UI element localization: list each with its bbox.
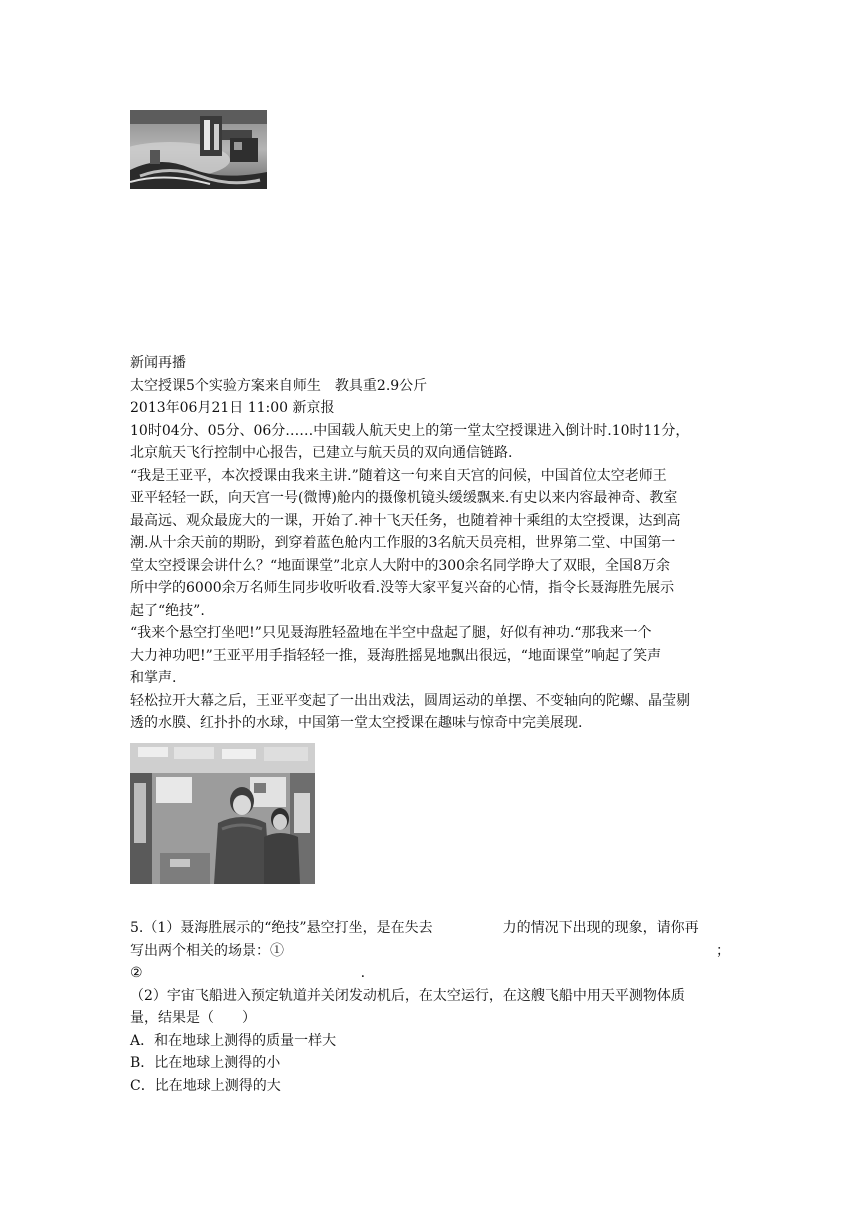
launch-photo <box>130 110 267 189</box>
question-1-text-a: 5.（1）聂海胜展示的“绝技”悬空打坐，是在失去 <box>130 920 433 936</box>
news-section-label: 新闻再播 <box>130 355 186 371</box>
paragraph-line: 轻松拉开大幕之后，王亚平变起了一出出戏法，圆周运动的单摆、不变轴向的陀螺、晶莹剔 <box>130 692 690 709</box>
paragraph-line: 最高远、观众最庞大的一课，开始了.神十飞天任务，也随着神十乘组的太空授课，达到高 <box>130 512 681 529</box>
paragraph-line: “我是王亚平，本次授课由我来主讲.”随着这一句来自天宫的问候，中国首位太空老师王 <box>130 467 667 484</box>
question-1-line-3 <box>130 962 730 985</box>
paragraph-line: 所中学的6000余万名师生同步收听收看.没等大家平复兴奋的心情，指令长聂海胜先展示 <box>130 580 675 596</box>
paragraph-line: 大力神功吧!”王亚平用手指轻轻一推，聂海胜摇晃地飘出很远，“地面课堂”响起了笑声 <box>130 647 662 664</box>
news-dateline: 2013年06月21日 11:00 新京报 <box>130 400 335 416</box>
paragraph-line: 10时04分、05分、06分……中国载人航天史上的第一堂太空授课进入倒计时.10时11分， <box>130 422 690 439</box>
paragraph-line: 透的水膜、红扑扑的水球，中国第一堂太空授课在趣味与惊奇中完美展现. <box>130 715 583 731</box>
option-b[interactable]: B．比在地球上测得的小 <box>130 1055 281 1071</box>
question-2-line-1: （2）宇宙飞船进入预定轨道并关闭发动机后，在太空运行，在这艘飞船中用天平测物体质 <box>130 987 685 1004</box>
paragraph-line: 潮.从十余天前的期盼，到穿着蓝色舱内工作服的3名航天员亮相，世界第二堂、中国第一 <box>130 535 676 551</box>
news-headline: 太空授课5个实验方案来自师生 教具重2.9公斤 <box>130 377 428 394</box>
option-c[interactable]: C．比在地球上测得的大 <box>130 1077 281 1094</box>
paragraph-line: 堂太空授课会讲什么？“地面课堂”北京人大附中的300余名同学睁大了双眼，全国8万余 <box>130 557 670 574</box>
question-1-text-b: 力的情况下出现的现象，请你再 <box>502 920 699 936</box>
cabin-photo <box>130 743 315 884</box>
question-block <box>130 917 730 1097</box>
news-paragraph-1 <box>130 420 730 465</box>
question-2-line-2: 量，结果是（ ） <box>130 1010 256 1026</box>
news-paragraph-4 <box>130 690 730 735</box>
paragraph-line: 亚平轻轻一跃，向天宫一号(微博)舱内的摄像机镜头缓缓飘来.有史以来内容最神奇、教室 <box>130 490 678 506</box>
paragraph-line: 和掌声. <box>130 670 177 686</box>
question-1-semicolon: ； <box>716 942 730 959</box>
paragraph-line: 北京航天飞行控制中心报告，已建立与航天员的双向通信链路. <box>130 445 513 461</box>
news-paragraph-2 <box>130 465 730 623</box>
question-1-line-1 <box>130 917 730 940</box>
option-a[interactable]: A．和在地球上测得的质量一样大 <box>130 1032 337 1049</box>
question-1-line-2 <box>130 940 730 963</box>
news-paragraph-3 <box>130 622 730 690</box>
question-1-item-2-marker: ② <box>130 965 143 981</box>
paragraph-line: 起了“绝技”. <box>130 602 205 619</box>
question-1-prompt: 写出两个相关的场景：① <box>130 942 284 959</box>
question-1-period: . <box>360 965 366 981</box>
news-article <box>130 352 730 735</box>
paragraph-line: “我来个悬空打坐吧!”只见聂海胜轻盈地在半空中盘起了腿，好似有神功.“那我来一个 <box>130 625 652 641</box>
